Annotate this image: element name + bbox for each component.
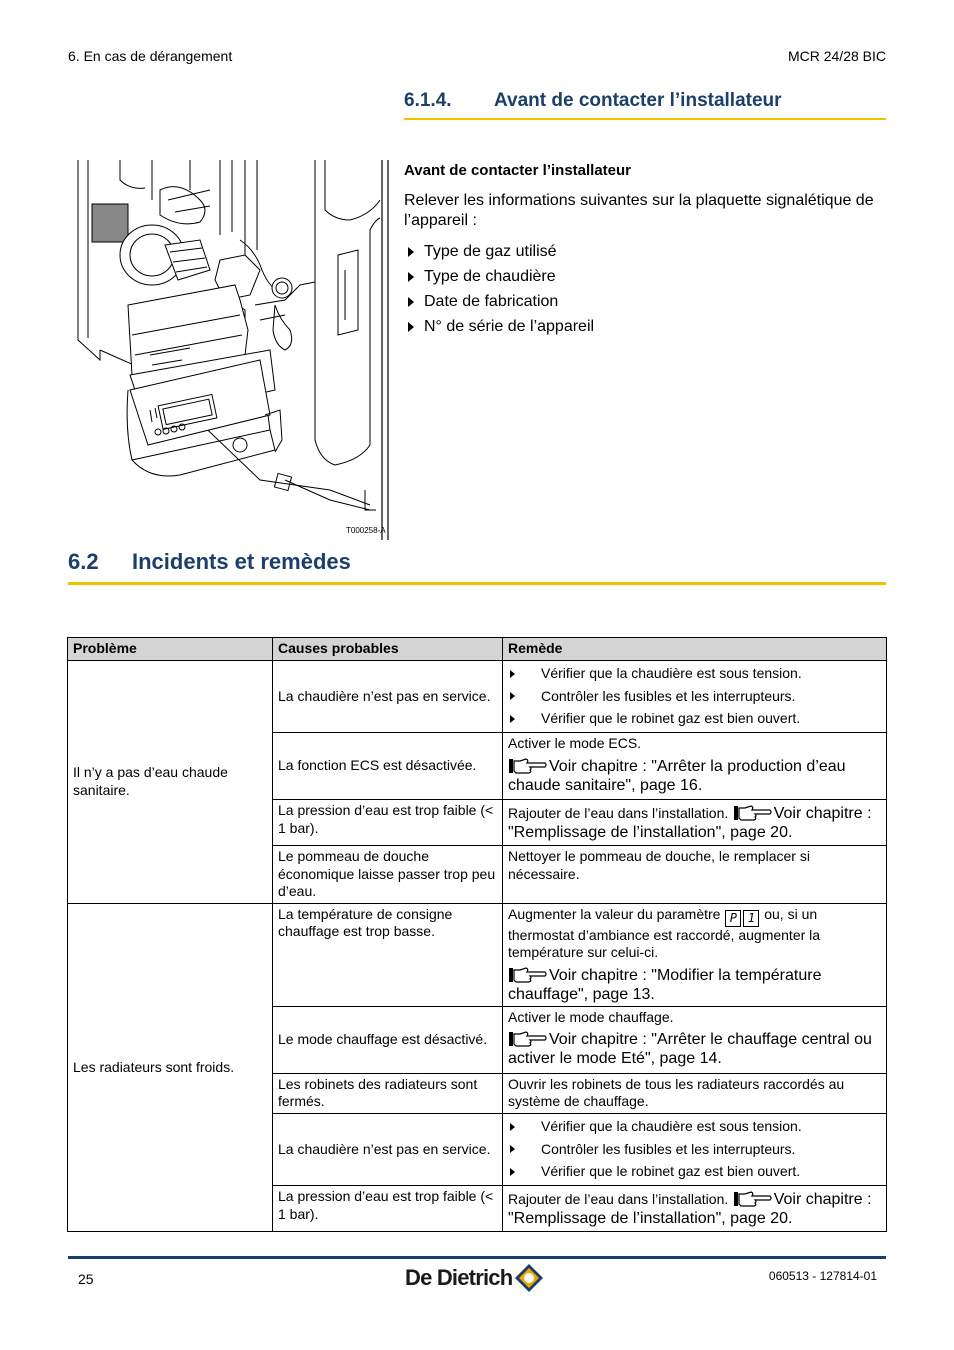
cause-cell: La pression d’eau est trop faible (< 1 bar).: [273, 1186, 503, 1232]
chapter-reference: Voir chapitre : "Arrêter le chauffage central ou activer le mode Eté", page 14.: [508, 1031, 872, 1067]
list-item: Vérifier que le robinet gaz est bien ouvert.: [508, 1161, 881, 1184]
cause-cell: Le pommeau de douche économique laisse passer trop peu d’eau.: [273, 846, 503, 904]
bullet-arrow-icon: [510, 692, 515, 700]
cause-cell: Les robinets des radiateurs sont fermés.: [273, 1073, 503, 1113]
remedy-list: [508, 1116, 881, 1184]
remedy-cell: [503, 660, 887, 733]
chapter-reference: Rajouter de l’eau dans l’installation. Voir chapitre : "Remplissage de l’installation", page 20.: [508, 804, 872, 841]
column-header-problem: Problème: [68, 638, 273, 661]
section-614-heading: [404, 90, 886, 120]
remedy-cell: [503, 1006, 887, 1073]
list-item: N° de série de l’appareil: [404, 314, 594, 339]
section-62-heading: [68, 549, 886, 585]
list-item: Contrôler les fusibles et les interrupteurs.: [508, 1138, 881, 1161]
bullet-arrow-icon: [510, 670, 515, 678]
contact-intro: Relever les informations suivantes sur la plaquette signalétique de l’appareil :: [404, 192, 874, 229]
brand-diamond-icon: [514, 1263, 544, 1293]
pointing-hand-icon: [733, 804, 773, 822]
bullet-arrow-icon: [510, 1123, 515, 1131]
chapter-reference: Voir chapitre : "Arrêter la production d’eau chaude sanitaire", page 16.: [508, 757, 846, 794]
table-header-row: [68, 638, 887, 661]
remedy-cell: [503, 1186, 887, 1232]
brand-name: De Dietrich: [405, 1265, 513, 1290]
remedy-cell: Ouvrir les robinets de tous les radiateurs raccordés au système de chauffage.: [503, 1073, 887, 1113]
section-number: 6.1.4.: [404, 90, 452, 111]
bullet-arrow-icon: [408, 247, 414, 257]
boiler-illustration: [70, 160, 390, 540]
pointing-hand-icon: [508, 966, 548, 984]
pointing-hand-icon: [508, 757, 548, 775]
remedy-cell: [503, 903, 887, 1006]
remedy-text: Activer le mode chauffage.: [508, 1008, 674, 1025]
remedy-cell: [503, 1113, 887, 1186]
problem-cell: Les radiateurs sont froids.: [68, 903, 273, 1232]
list-item: Vérifier que le robinet gaz est bien ouvert.: [508, 708, 881, 731]
problem-cell: Il n’y a pas d’eau chaude sanitaire.: [68, 660, 273, 903]
parameter-glyph: P: [725, 910, 741, 927]
bullet-arrow-icon: [408, 322, 414, 332]
section-title: Avant de contacter l’installateur: [494, 90, 782, 111]
list-item: Vérifier que la chaudière est sous tension.: [508, 1116, 881, 1139]
list-item: Contrôler les fusibles et les interrupteurs.: [508, 685, 881, 708]
pointing-hand-icon: [733, 1190, 773, 1208]
table-row: [68, 903, 887, 1006]
pointing-hand-icon: [508, 1030, 548, 1048]
column-header-causes: Causes probables: [273, 638, 503, 661]
list-item: Date de fabrication: [404, 290, 594, 315]
cause-cell: La chaudière n’est pas en service.: [273, 660, 503, 733]
document-reference: 060513 - 127814-01: [768, 1269, 877, 1283]
footer-rule: [68, 1256, 886, 1259]
column-header-remedy: Remède: [503, 638, 887, 661]
header-model: MCR 24/28 BIC: [787, 48, 886, 64]
remedy-cell: [503, 733, 887, 800]
cause-cell: La température de consigne chauffage est trop basse.: [273, 903, 503, 1006]
cause-cell: La chaudière n’est pas en service.: [273, 1113, 503, 1186]
header-chapter: 6. En cas de dérangement: [68, 48, 233, 64]
remedy-cell: [503, 800, 887, 846]
bullet-arrow-icon: [510, 1168, 515, 1176]
bullet-arrow-icon: [510, 715, 515, 723]
figure-caption: T000258-A: [346, 526, 386, 535]
chapter-reference: Rajouter de l’eau dans l’installation. Voir chapitre : "Remplissage de l’installation", page 20.: [508, 1190, 872, 1227]
contact-subheading: Avant de contacter l’installateur: [404, 162, 632, 179]
list-item: Type de gaz utilisé: [404, 240, 594, 265]
list-item: Vérifier que la chaudière est sous tension.: [508, 663, 881, 686]
bullet-arrow-icon: [408, 272, 414, 282]
section-title: Incidents et remèdes: [132, 549, 351, 574]
remedy-list: [508, 663, 881, 731]
section-number: 6.2: [68, 549, 99, 574]
remedy-cell: Nettoyer le pommeau de douche, le remplacer si nécessaire.: [503, 846, 887, 904]
contact-info-list: [404, 240, 594, 339]
list-item: Type de chaudière: [404, 265, 594, 290]
parameter-glyph: 1: [743, 910, 759, 927]
chapter-reference: Voir chapitre : "Modifier la température chauffage", page 13.: [508, 966, 822, 1003]
table-row: [68, 660, 887, 733]
remedy-text: Augmenter la valeur du paramètre P 1 ou, si un thermostat d’ambiance est raccordé, augmenter la température sur celui-ci.: [508, 905, 821, 960]
bullet-arrow-icon: [510, 1145, 515, 1153]
cause-cell: La pression d’eau est trop faible (< 1 bar).: [273, 800, 503, 846]
brand-logo: [405, 1263, 544, 1293]
cause-cell: Le mode chauffage est désactivé.: [273, 1006, 503, 1073]
bullet-arrow-icon: [408, 297, 414, 307]
page-number: 25: [78, 1271, 94, 1287]
cause-cell: La fonction ECS est désactivée.: [273, 733, 503, 800]
remedy-text: Activer le mode ECS.: [508, 735, 642, 751]
troubleshooting-table: [67, 637, 887, 1232]
